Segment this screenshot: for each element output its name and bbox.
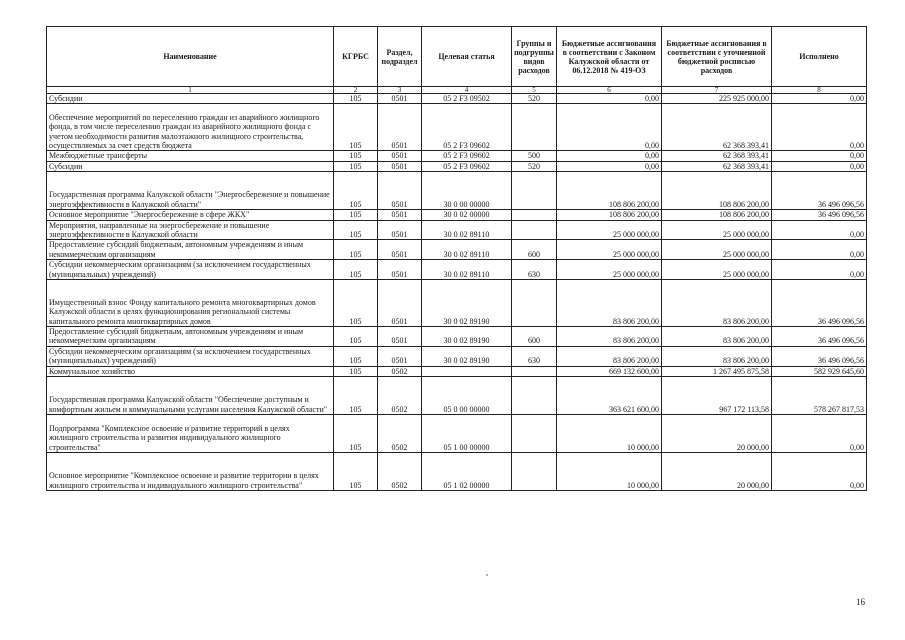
cell-target: 05 2 F3 09602 — [422, 151, 512, 161]
cell-ktrbs: 105 — [334, 210, 378, 220]
cell-name: Предоставление субсидий бюджетным, автономным учреждениям и иным некоммерческим организациям — [47, 240, 334, 260]
header-ktrbs: КГРБС — [334, 27, 378, 87]
cell-name: Основное мероприятие "Комплексное освоение и развитие территории в целях жилищного строительства и индивидуального жилищного строительства" — [47, 453, 334, 491]
cell-budget-refined: 108 806 200,00 — [662, 172, 772, 210]
cell-executed: 0,00 — [772, 240, 867, 260]
column-number-row — [47, 87, 867, 94]
cell-executed: 36 496 096,56 — [772, 327, 867, 347]
cell-name: Имущественный взнос Фонду капитального ремонта многоквартирных домов Калужской области в целях функционирования региональной системы капитального ремонта многоквартирных домов — [47, 280, 334, 327]
column-number: 7 — [662, 87, 772, 94]
cell-section: 0501 — [378, 280, 422, 327]
cell-budget-refined: 25 000 000,00 — [662, 260, 772, 280]
table-row — [47, 415, 867, 453]
cell-budget-law: 108 806 200,00 — [557, 172, 662, 210]
cell-section: 0502 — [378, 366, 422, 376]
cell-ktrbs: 105 — [334, 94, 378, 104]
cell-ktrbs: 105 — [334, 366, 378, 376]
column-number: 6 — [557, 87, 662, 94]
cell-executed: 0,00 — [772, 151, 867, 161]
cell-executed: 0,00 — [772, 260, 867, 280]
column-number: 3 — [378, 87, 422, 94]
header-name: Наименование — [47, 27, 334, 87]
cell-group: 630 — [512, 260, 557, 280]
table-row — [47, 366, 867, 376]
cell-budget-refined: 20 000,00 — [662, 453, 772, 491]
cell-target: 30 0 02 89110 — [422, 220, 512, 240]
cell-executed: 0,00 — [772, 94, 867, 104]
cell-target: 30 0 02 89110 — [422, 260, 512, 280]
cell-budget-law: 83 806 200,00 — [557, 327, 662, 347]
cell-section: 0501 — [378, 260, 422, 280]
column-number: 4 — [422, 87, 512, 94]
page-number: 16 — [856, 597, 865, 607]
cell-executed: 0,00 — [772, 415, 867, 453]
cell-section: 0501 — [378, 220, 422, 240]
cell-target: 30 0 02 89190 — [422, 346, 512, 366]
cell-target: 05 1 00 00000 — [422, 415, 512, 453]
cell-group: 630 — [512, 346, 557, 366]
cell-name: Коммунальное хозяйство — [47, 366, 334, 376]
column-number: 5 — [512, 87, 557, 94]
column-number: 2 — [334, 87, 378, 94]
table-row — [47, 280, 867, 327]
cell-name: Субсидии некоммерческим организациям (за исключением государственных (муниципальных) учреждений) — [47, 346, 334, 366]
cell-executed: 582 929 645,60 — [772, 366, 867, 376]
cell-name: Основное мероприятие "Энергосбережение в сфере ЖКХ" — [47, 210, 334, 220]
cell-section: 0502 — [378, 453, 422, 491]
cell-ktrbs: 105 — [334, 151, 378, 161]
cell-target — [422, 366, 512, 376]
cell-budget-refined: 62 368 393,41 — [662, 161, 772, 171]
header-groups: Группы и подгруппы видов расходов — [512, 27, 557, 87]
cell-budget-refined: 967 172 113,58 — [662, 377, 772, 415]
cell-executed: 36 496 096,56 — [772, 172, 867, 210]
cell-name: Субсидии — [47, 94, 334, 104]
cell-budget-refined: 62 368 393,41 — [662, 104, 772, 151]
cell-group — [512, 377, 557, 415]
cell-ktrbs: 105 — [334, 240, 378, 260]
table-row — [47, 220, 867, 240]
cell-executed: 0,00 — [772, 104, 867, 151]
cell-target: 05 2 F3 09602 — [422, 161, 512, 171]
table-row — [47, 453, 867, 491]
cell-name: Обеспечение мероприятий по переселению граждан из аварийного жилищного фонда, в том числе переселению граждан из аварийного жилищного фонда с учетом необходимости развития малоэтажного жилищного строительства, осуществляемых за счет средств бюджета — [47, 104, 334, 151]
cell-group — [512, 366, 557, 376]
cell-name: Субсидии — [47, 161, 334, 171]
table-row — [47, 377, 867, 415]
cell-budget-refined: 62 368 393,41 — [662, 151, 772, 161]
cell-section: 0501 — [378, 240, 422, 260]
cell-section: 0502 — [378, 377, 422, 415]
cell-budget-law: 669 132 600,00 — [557, 366, 662, 376]
cell-budget-refined: 1 267 495 875,58 — [662, 366, 772, 376]
cell-name: Подпрограмма "Комплексное освоение и развитие территорий в целях жилищного строительства и развития индивидуального жилищного строительства" — [47, 415, 334, 453]
cell-group: 520 — [512, 161, 557, 171]
cell-ktrbs: 105 — [334, 280, 378, 327]
cell-executed: 578 267 817,53 — [772, 377, 867, 415]
cell-ktrbs: 105 — [334, 377, 378, 415]
cell-ktrbs: 105 — [334, 453, 378, 491]
header-section: Раздел, подраздел — [378, 27, 422, 87]
cell-name: Государственная программа Калужской области "Обеспечение доступным и комфортным жильем и коммунальными услугами населения Калужской области" — [47, 377, 334, 415]
cell-section: 0501 — [378, 327, 422, 347]
cell-name: Субсидии некоммерческим организациям (за исключением государственных (муниципальных) учреждений) — [47, 260, 334, 280]
header-budget-refined: Бюджетные ассигнования в соответствии с уточненной бюджетной росписью расходов — [662, 27, 772, 87]
scan-speck — [486, 574, 488, 576]
cell-group: 520 — [512, 94, 557, 104]
cell-group — [512, 220, 557, 240]
cell-group: 600 — [512, 327, 557, 347]
cell-budget-law: 363 621 600,00 — [557, 377, 662, 415]
cell-executed: 36 496 096,56 — [772, 210, 867, 220]
header-budget-law: Бюджетные ассигнования в соответствии с Законом Калужской области от 06.12.2018 № 419-ОЗ — [557, 27, 662, 87]
cell-executed: 36 496 096,56 — [772, 346, 867, 366]
cell-budget-law: 25 000 000,00 — [557, 240, 662, 260]
table-row — [47, 172, 867, 210]
cell-budget-law: 10 000,00 — [557, 453, 662, 491]
cell-name: Мероприятия, направленные на энергосбережение и повышение энергоэффективности в Калужской области — [47, 220, 334, 240]
cell-budget-refined: 83 806 200,00 — [662, 280, 772, 327]
cell-ktrbs: 105 — [334, 161, 378, 171]
cell-group — [512, 172, 557, 210]
cell-budget-refined: 25 000 000,00 — [662, 220, 772, 240]
table-row — [47, 210, 867, 220]
cell-target: 05 1 02 00000 — [422, 453, 512, 491]
cell-section: 0501 — [378, 172, 422, 210]
cell-section: 0501 — [378, 161, 422, 171]
header-target: Целевая статья — [422, 27, 512, 87]
cell-budget-law: 83 806 200,00 — [557, 280, 662, 327]
cell-group — [512, 210, 557, 220]
cell-budget-law: 10 000,00 — [557, 415, 662, 453]
cell-budget-refined: 225 925 000,00 — [662, 94, 772, 104]
cell-budget-law: 0,00 — [557, 104, 662, 151]
table-row — [47, 94, 867, 104]
cell-ktrbs: 105 — [334, 172, 378, 210]
cell-budget-law: 0,00 — [557, 161, 662, 171]
cell-target: 30 0 02 89190 — [422, 327, 512, 347]
cell-ktrbs: 105 — [334, 415, 378, 453]
table-row — [47, 346, 867, 366]
budget-table-sheet — [46, 26, 866, 491]
cell-executed: 36 496 096,56 — [772, 280, 867, 327]
cell-budget-refined: 108 806 200,00 — [662, 210, 772, 220]
cell-budget-refined: 83 806 200,00 — [662, 327, 772, 347]
cell-budget-law: 108 806 200,00 — [557, 210, 662, 220]
cell-name: Межбюджетные трансферты — [47, 151, 334, 161]
cell-group — [512, 415, 557, 453]
cell-target: 05 0 00 00000 — [422, 377, 512, 415]
cell-target: 05 2 F3 09602 — [422, 104, 512, 151]
header-row — [47, 27, 867, 87]
cell-target: 30 0 02 00000 — [422, 210, 512, 220]
table-row — [47, 161, 867, 171]
budget-table — [46, 26, 867, 491]
cell-group: 600 — [512, 240, 557, 260]
cell-ktrbs: 105 — [334, 327, 378, 347]
cell-section: 0501 — [378, 151, 422, 161]
cell-group — [512, 104, 557, 151]
cell-group — [512, 453, 557, 491]
cell-section: 0501 — [378, 94, 422, 104]
cell-group — [512, 280, 557, 327]
cell-ktrbs: 105 — [334, 346, 378, 366]
cell-budget-law: 25 000 000,00 — [557, 220, 662, 240]
cell-budget-refined: 83 806 200,00 — [662, 346, 772, 366]
cell-group: 500 — [512, 151, 557, 161]
table-row — [47, 151, 867, 161]
cell-name: Государственная программа Калужской области "Энергосбережение и повышение энергоэффективности в Калужской области" — [47, 172, 334, 210]
cell-ktrbs: 105 — [334, 260, 378, 280]
cell-budget-law: 25 000 000,00 — [557, 260, 662, 280]
cell-section: 0501 — [378, 346, 422, 366]
cell-section: 0501 — [378, 104, 422, 151]
cell-ktrbs: 105 — [334, 220, 378, 240]
table-row — [47, 260, 867, 280]
cell-executed: 0,00 — [772, 453, 867, 491]
cell-budget-law: 0,00 — [557, 94, 662, 104]
cell-name: Предоставление субсидий бюджетным, автономным учреждениям и иным некоммерческим организациям — [47, 327, 334, 347]
cell-target: 30 0 00 00000 — [422, 172, 512, 210]
header-executed: Исполнено — [772, 27, 867, 87]
cell-target: 30 0 02 89110 — [422, 240, 512, 260]
cell-target: 05 2 F3 09502 — [422, 94, 512, 104]
table-row — [47, 327, 867, 347]
column-number: 8 — [772, 87, 867, 94]
cell-executed: 0,00 — [772, 161, 867, 171]
table-body — [47, 94, 867, 491]
cell-section: 0501 — [378, 210, 422, 220]
table-row — [47, 104, 867, 151]
cell-budget-refined: 25 000 000,00 — [662, 240, 772, 260]
cell-ktrbs: 105 — [334, 104, 378, 151]
column-number: 1 — [47, 87, 334, 94]
cell-target: 30 0 02 89190 — [422, 280, 512, 327]
cell-budget-law: 83 806 200,00 — [557, 346, 662, 366]
cell-budget-refined: 20 000,00 — [662, 415, 772, 453]
cell-section: 0502 — [378, 415, 422, 453]
cell-executed: 0,00 — [772, 220, 867, 240]
table-row — [47, 240, 867, 260]
cell-budget-law: 0,00 — [557, 151, 662, 161]
